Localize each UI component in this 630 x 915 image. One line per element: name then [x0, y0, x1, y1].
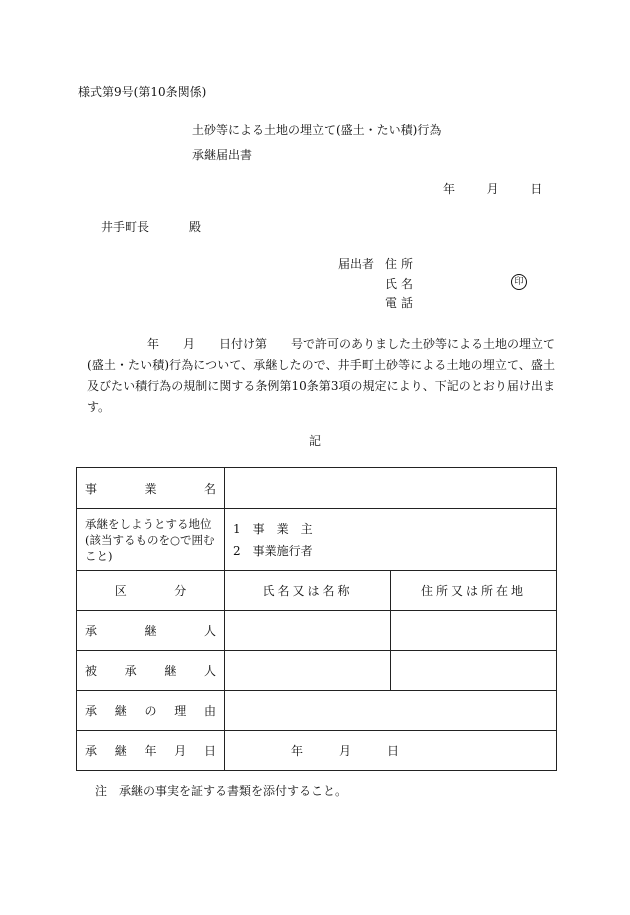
succession-date-field[interactable]: 年 月 日: [225, 731, 557, 771]
row-business-name: [77, 468, 557, 509]
predecessor-label: 被 承 継 人: [77, 651, 225, 691]
successor-name-field[interactable]: [225, 611, 391, 651]
seal-mark: 印: [511, 274, 527, 290]
body-paragraph: [87, 334, 555, 418]
applicant-phone-label: 電話: [385, 296, 418, 310]
succession-date-label: 承 継 年 月 日: [77, 731, 225, 771]
addressee-name: 井手町長: [101, 220, 150, 234]
option-operator[interactable]: 2 事業施行者: [233, 543, 313, 558]
applicant-address: [385, 255, 417, 272]
addressee: [101, 218, 201, 235]
row-reason: [77, 691, 557, 731]
name-header: 氏名又は名称: [225, 571, 391, 611]
applicant-label: 届出者: [338, 257, 375, 271]
successor-address-field[interactable]: [391, 611, 557, 651]
applicant-address-label: 住所: [385, 257, 418, 271]
date-year: 年: [443, 182, 456, 196]
reason-field[interactable]: [225, 691, 557, 731]
row-position: [77, 509, 557, 571]
document-title: 土砂等による土地の埋立て(盛土・たい積)行為: [192, 123, 442, 137]
succession-table: [76, 467, 557, 771]
predecessor-name-field[interactable]: [225, 651, 391, 691]
ki-heading: 記: [309, 434, 322, 448]
body-text: 年 月 日付け第 号で許可のありました土砂等による土地の埋立て(盛土・たい積)行為について、承継したので、井手町土砂等による土地の埋立て、盛土及びたい積行為の規制に関する条例第10条第3項の規定により、下記のとおり届け出ます。: [87, 337, 556, 414]
form-number: 様式第9号(第10条関係): [78, 85, 207, 99]
applicant-name: [385, 275, 417, 292]
division-label: 区 分: [77, 571, 225, 611]
date-day: 日: [530, 182, 543, 196]
position-label: 承継をしようとする地位(該当するものを○で囲むこと): [77, 509, 225, 571]
business-name-field[interactable]: [225, 468, 557, 509]
date-month: 月: [486, 182, 499, 196]
row-predecessor: [77, 651, 557, 691]
option-business-owner[interactable]: 1 事 業 主: [233, 521, 313, 536]
submission-date: [443, 180, 542, 197]
position-options[interactable]: [225, 509, 557, 571]
footnote: 注 承継の事実を証する書類を添付すること。: [95, 784, 348, 798]
applicant-phone: [385, 294, 417, 311]
successor-label: 承 継 人: [77, 611, 225, 651]
predecessor-address-field[interactable]: [391, 651, 557, 691]
row-header: [77, 571, 557, 611]
address-header: 住所又は所在地: [391, 571, 557, 611]
reason-label: 承 継 の 理 由: [77, 691, 225, 731]
business-name-label: 事 業 名: [77, 468, 225, 509]
row-successor: [77, 611, 557, 651]
row-succession-date: [77, 731, 557, 771]
applicant-name-label: 氏名: [385, 277, 418, 291]
document-subtitle: 承継届出書: [192, 148, 253, 162]
addressee-honorific: 殿: [189, 220, 202, 234]
